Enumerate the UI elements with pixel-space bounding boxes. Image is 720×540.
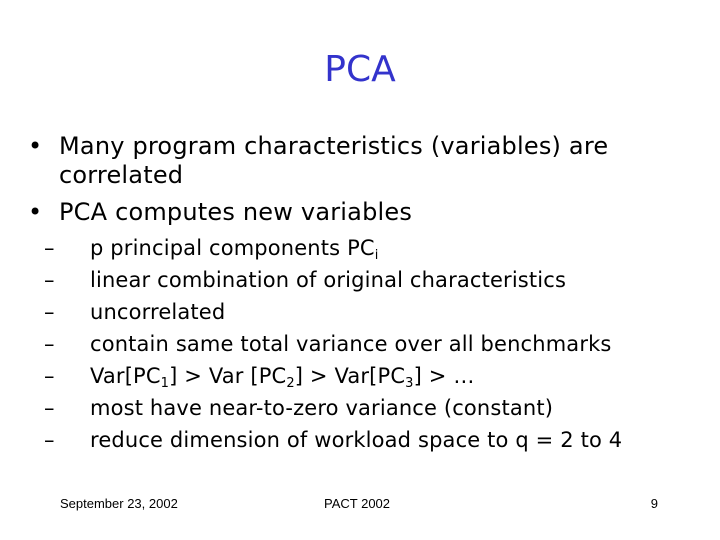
sub-bullet-text: linear combination of original characteristics <box>90 268 567 292</box>
sub-bullet-text: reduce dimension of workload space to q = 2 to 4 <box>90 428 623 452</box>
subscript: 2 <box>286 376 295 391</box>
sub-bullet-item <box>44 392 704 424</box>
sub-bullet-marker: – <box>44 364 55 388</box>
slide-title: PCA <box>324 49 396 90</box>
bullet-marker: • <box>28 132 43 160</box>
sub-bullet-item <box>44 328 704 360</box>
footer-conference: PACT 2002 <box>324 496 391 511</box>
bullet-text: PCA computes new variables <box>59 198 413 226</box>
bullet-item <box>28 198 708 227</box>
sub-bullet-item <box>44 264 704 296</box>
subscript: 3 <box>405 376 414 391</box>
sub-bullet-text: most have near-to-zero variance (constant) <box>90 396 554 420</box>
sub-bullet-text: contain same total variance over all benchmarks <box>90 332 612 356</box>
sub-bullet-text: ] > … <box>413 364 475 388</box>
sub-bullet-marker: – <box>44 332 55 356</box>
sub-bullet-text: Var[PC <box>90 364 161 388</box>
sub-bullet-marker: – <box>44 396 55 420</box>
sub-bullet-item <box>44 232 704 264</box>
page-number: 9 <box>650 496 658 511</box>
subscript: i <box>374 248 379 263</box>
bullet-item <box>28 132 708 190</box>
sub-bullet-item <box>44 360 704 392</box>
sub-bullet-marker: – <box>44 428 55 452</box>
footer-date: September 23, 2002 <box>60 496 178 511</box>
sub-bullet-text: p principal components PC <box>90 236 375 260</box>
sub-bullet-text: uncorrelated <box>90 300 226 324</box>
sub-bullet-marker: – <box>44 300 55 324</box>
sub-bullet-text: ] > Var [PC <box>169 364 287 388</box>
sub-bullet-text: ] > Var[PC <box>294 364 406 388</box>
sub-bullet-item <box>44 296 704 328</box>
bullet-marker: • <box>28 198 43 226</box>
sub-bullet-marker: – <box>44 268 55 292</box>
sub-bullet-marker: – <box>44 236 55 260</box>
bullet-list <box>28 132 708 227</box>
bullet-text: Many program characteristics (variables) are correlated <box>59 132 609 189</box>
subscript: 1 <box>160 376 170 391</box>
sub-bullet-item <box>44 424 704 456</box>
sub-bullet-list <box>44 232 704 456</box>
